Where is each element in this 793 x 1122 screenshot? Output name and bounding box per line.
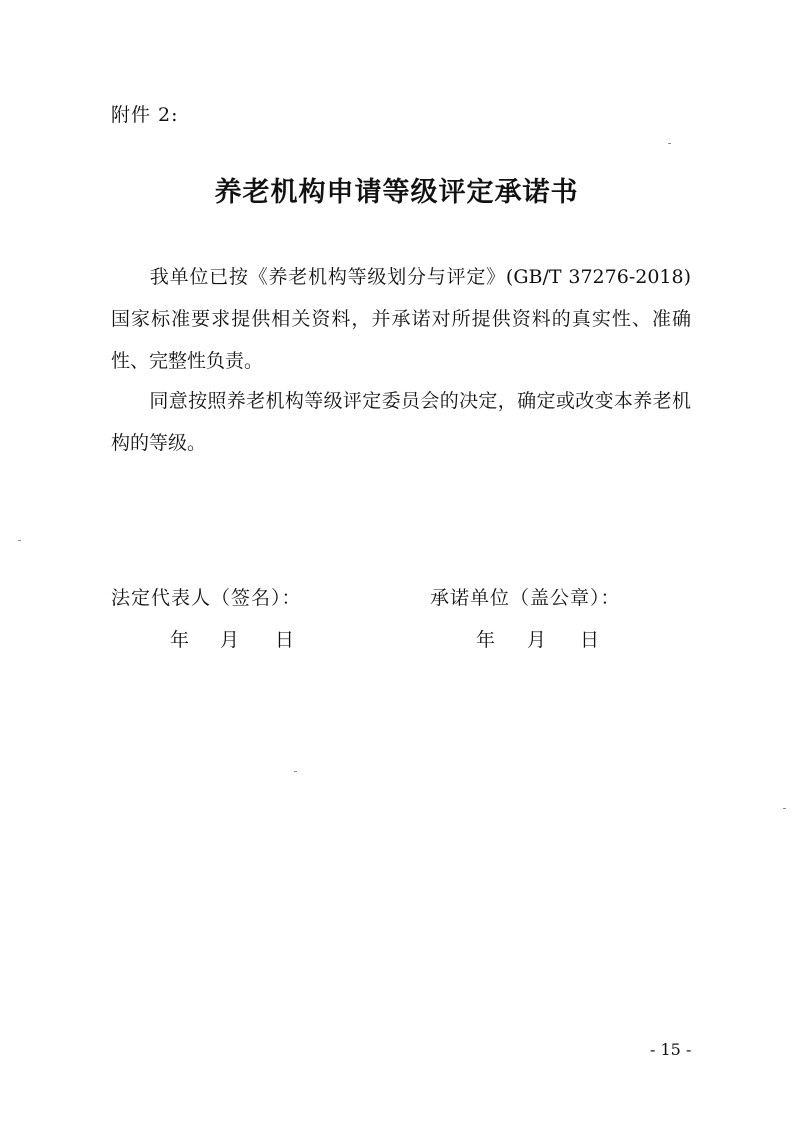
right-date-day: 日 bbox=[580, 629, 600, 651]
left-date-year: 年 bbox=[170, 629, 190, 651]
right-date-month: 月 bbox=[527, 629, 547, 651]
scan-speck bbox=[783, 808, 786, 809]
document-title: 养老机构申请等级评定承诺书 bbox=[214, 177, 579, 208]
attachment-label: 附件 2: bbox=[111, 104, 179, 126]
left-date-day: 日 bbox=[275, 629, 295, 651]
scan-speck bbox=[18, 540, 21, 541]
paragraph-2-text: 同意按照养老机构等级评定委员会的决定，确定或改变本养老机构的等级。 bbox=[111, 390, 691, 454]
commitment-paragraph-2 bbox=[111, 380, 691, 464]
page-number: - 15 - bbox=[650, 1040, 692, 1059]
scan-speck bbox=[294, 771, 297, 772]
scan-speck bbox=[668, 143, 671, 144]
legal-representative-signature-label: 法定代表人（签名）： bbox=[111, 587, 302, 609]
right-date-year: 年 bbox=[476, 629, 496, 651]
paragraph-1-text: 我单位已按《养老机构等级划分与评定》(GB/T 37276-2018)国家标准要求提供相关资料，并承诺对所提供资料的真实性、准确性、完整性负责。 bbox=[111, 266, 691, 372]
committing-unit-seal-label: 承诺单位（盖公章）： bbox=[430, 587, 621, 609]
left-date-month: 月 bbox=[220, 629, 240, 651]
commitment-paragraph-1 bbox=[111, 256, 691, 382]
